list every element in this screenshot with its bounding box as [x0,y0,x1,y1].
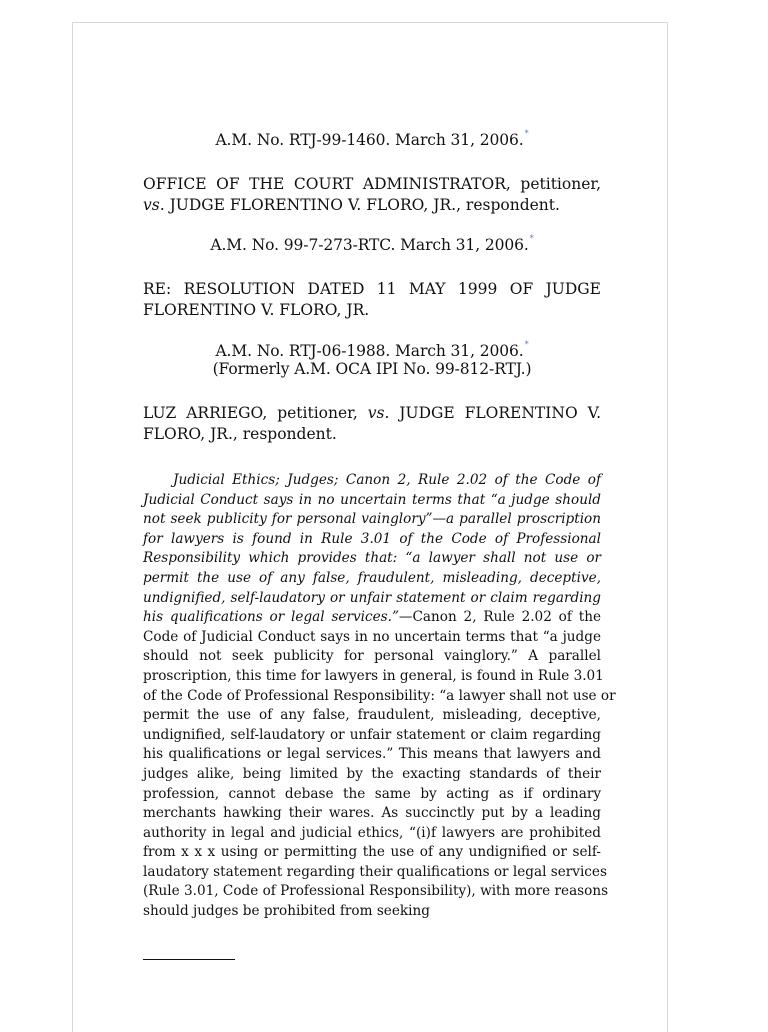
respondent-text: JUDGE FLORENTINO V. [389,404,601,422]
footnote-divider [143,959,235,960]
party-line: RE: RESOLUTION DATED 11 MAY 1999 OF JUDGE [143,280,601,298]
parties-block-1 [143,174,601,216]
body-line: authority in legal and judicial ethics, “(i)f lawyers are prohibited [143,824,601,841]
case-number-text: A.M. No. 99-7-273-RTC. March 31, 2006. [210,236,529,254]
body-line: profession, cannot debase the same by acting as if ordinary [143,785,601,802]
party-line: OFFICE OF THE COURT ADMINISTRATOR, petitioner, [143,175,601,193]
body-line: undignified, self-laudatory or unfair statement or claim regarding [143,726,601,743]
body-line: proscription, this time for lawyers in general, is found in Rule 3.01 [143,667,604,684]
party-line: FLORENTINO V. FLORO, JR. [143,301,370,319]
document-page [72,22,668,1032]
footnote-marker[interactable]: * [524,340,529,349]
body-line: judges alike, being limited by the exacting standards of their [143,765,601,782]
body-line: of the Code of Professional Responsibility: “a lawyer shall not use or [143,687,616,704]
body-line: his qualifications or legal services.” This means that lawyers and [143,746,601,763]
party-line [143,403,601,424]
petitioner-text: LUZ ARRIEGO, petitioner, [143,404,368,422]
case-number-2 [143,234,601,254]
syllabus-line: Judicial Ethics; Judges; Canon 2, Rule 2.02 of the Code of [173,472,601,488]
syllabus-line: not seek publicity for personal vainglory”—a parallel proscription [143,511,601,528]
syllabus-line: Judicial Conduct says in no uncertain terms that “a judge should [143,491,601,508]
formerly-text: (Formerly A.M. OCA IPI No. 99-812-RTJ.) [212,360,532,378]
syllabus-line: permit the use of any false, fraudulent, misleading, deceptive, [143,569,601,586]
versus-label: vs. [367,404,390,422]
respondent-text: JUDGE FLORENTINO V. FLORO, JR., respondent. [164,196,560,214]
parties-block-3 [143,403,601,445]
body-line: laudatory statement regarding their qualifications or legal services [143,863,607,880]
versus-label: vs. [143,196,165,214]
case-number-text: A.M. No. RTJ-06-1988. March 31, 2006. [215,342,524,360]
body-line: permit the use of any false, fraudulent, misleading, deceptive, [143,707,601,724]
body-line: merchants hawking their wares. As succinctly put by a leading [143,805,601,822]
body-line: Code of Judicial Conduct says in no uncertain terms that “a judge [143,628,601,645]
party-line [143,195,601,216]
syllabus-italic-fragment: his qualifications or legal services.” [143,609,399,626]
parties-block-2 [143,279,601,321]
case-number-3 [143,340,601,360]
body-line: should not seek publicity for personal vainglory.” A parallel [143,648,601,665]
syllabus-paragraph [143,471,616,922]
syllabus-line [143,608,601,628]
case-number-text: A.M. No. RTJ-99-1460. March 31, 2006. [215,131,524,149]
body-line: should judges be prohibited from seeking [143,903,430,920]
party-line: FLORO, JR., respondent. [143,425,337,443]
footnote-marker[interactable]: * [524,129,529,138]
formerly-case-number [143,360,601,378]
case-number-1 [143,129,601,149]
body-line: (Rule 3.01, Code of Professional Responsibility), with more reasons [143,883,609,900]
syllabus-line: undignified, self-laudatory or unfair statement or claim regarding [143,589,601,606]
footnote-marker[interactable]: * [529,234,534,243]
syllabus-line: Responsibility which provides that: “a lawyer shall not use or [143,550,601,567]
body-line: from x x x using or permitting the use of any undignified or self- [143,844,601,861]
syllabus-line: for lawyers is found in Rule 3.01 of the Code of Professional [143,530,601,547]
syllabus-roman-fragment: —Canon 2, Rule 2.02 of the [398,609,602,626]
